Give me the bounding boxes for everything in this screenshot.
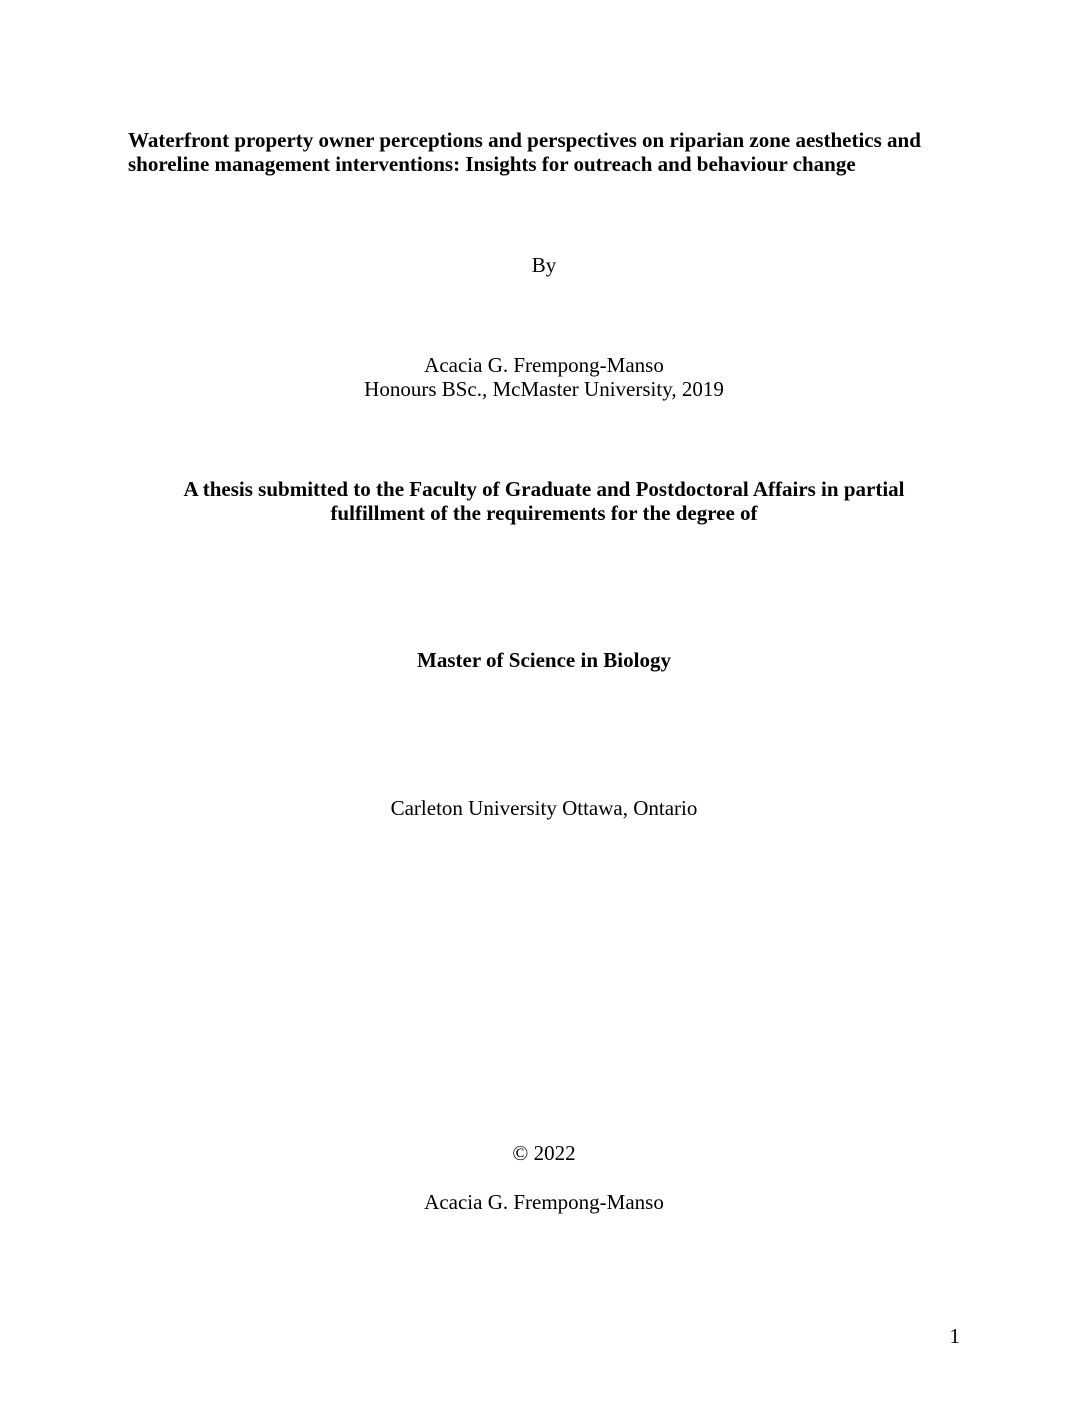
copyright-notice: © 2022 — [512, 1141, 576, 1165]
prior-degree: Honours BSc., McMaster University, 2019 — [364, 377, 724, 401]
author-name: Acacia G. Frempong-Manso — [424, 353, 664, 377]
submission-statement-line-1: A thesis submitted to the Faculty of Graduate and Postdoctoral Affairs in partial — [183, 477, 905, 501]
degree-name: Master of Science in Biology — [417, 648, 671, 672]
thesis-title — [128, 128, 968, 176]
institution: Carleton University Ottawa, Ontario — [390, 796, 698, 820]
submission-statement-line-2: fulfillment of the requirements for the degree of — [330, 501, 758, 525]
by-label: By — [531, 253, 557, 277]
thesis-title-line-1: Waterfront property owner perceptions and perspectives on riparian zone aesthetics and — [128, 128, 921, 152]
copyright-holder: Acacia G. Frempong-Manso — [424, 1190, 664, 1214]
thesis-title-line-2: shoreline management interventions: Insights for outreach and behaviour change — [128, 152, 856, 176]
page-number: 1 — [949, 1324, 960, 1348]
